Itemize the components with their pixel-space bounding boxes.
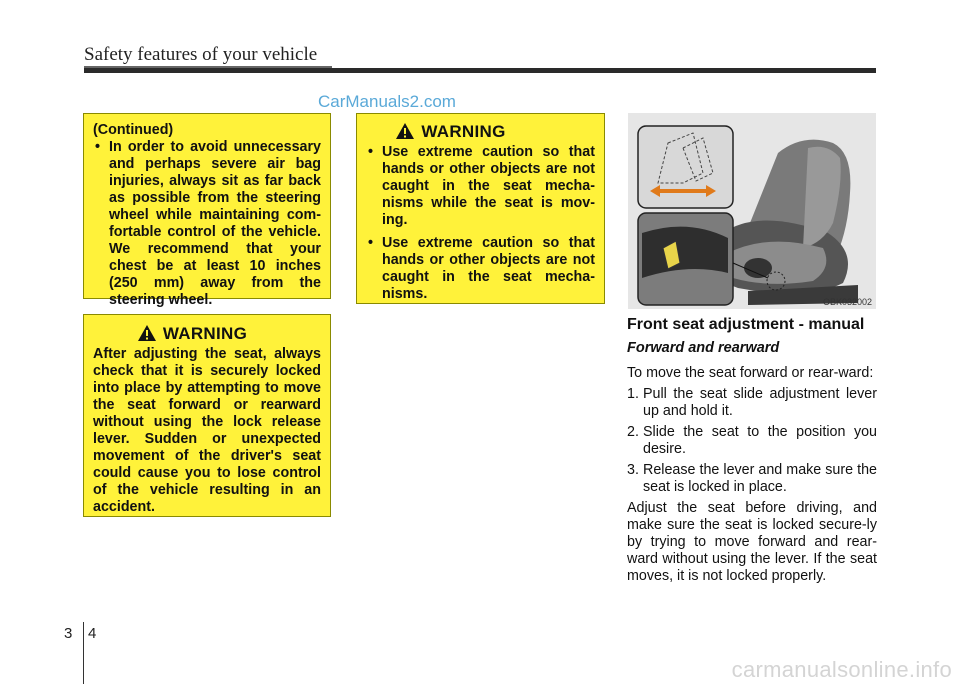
seat-illustration-art: [628, 113, 876, 309]
warning-title: WARNING: [162, 323, 248, 343]
warning-heading: [63, 324, 321, 342]
step-text: Pull the seat slide adjustment lever up and hold it.: [643, 386, 877, 419]
step-text: Release the lever and make sure the seat is locked in place.: [643, 462, 877, 495]
seat-adjustment-illustration: [628, 113, 876, 309]
step-item: [627, 386, 877, 420]
footer-watermark: carmanualsonline.info: [731, 657, 952, 682]
intro-text: To move the seat forward or rear-ward:: [627, 365, 874, 381]
section-subtitle: Forward and rearward: [627, 340, 780, 356]
warning-triangle-icon: [395, 122, 415, 140]
warning-bullet: • Use extreme caution so that hands or other objects are not caught in the seat mecha-nisms while the seat is mov-ing.: [366, 144, 595, 229]
header-rule: [84, 68, 876, 73]
footer-divider: [83, 622, 84, 684]
step-number: 2.: [627, 424, 639, 440]
warning-bullet: • Use extreme caution so that hands or other objects are not caught in the seat mecha-nisms.: [366, 235, 595, 303]
page-number: 4: [88, 625, 97, 642]
step-item: [627, 462, 877, 496]
continued-bullet: • In order to avoid unnecessary and perhaps severe air bag injuries, always sit as far back as possible from the steering wheel while maintaining com-fortable control of the vehicle. We recommend that your chest be at least 10 inches (250 mm) away from the steering wheel.: [93, 139, 321, 309]
figure-caption: OBK032002: [822, 297, 872, 307]
warning-heading: [306, 122, 595, 140]
watermark-link[interactable]: CarManuals2.com: [318, 92, 456, 111]
closing-text: Adjust the seat before driving, and make sure the seat is locked secure-ly by trying to move forward and rear-ward without using the lever. If the seat moves, it is not locked properly.: [627, 500, 877, 584]
chapter-number: 3: [64, 625, 73, 642]
step-number: 3.: [627, 462, 639, 478]
front-seat-section: [627, 316, 877, 599]
step-number: 1.: [627, 386, 639, 402]
step-text: Slide the seat to the position you desire.: [643, 424, 877, 457]
seat-lock-warning-box: [83, 314, 331, 517]
section-title: Front seat adjustment - manual: [627, 316, 865, 333]
seat-mechanism-warning-box: [356, 113, 605, 304]
warning-text: After adjusting the seat, always check that it is securely locked into place by attempting to move the seat forward or rearward without using the lock release lever. Sudden or unexpected movement of the driver's seat could cause you to lose control of the vehicle resulting in an accident.: [93, 346, 321, 515]
continued-warning-box: [83, 113, 331, 308]
step-item: [627, 424, 877, 458]
warning-triangle-icon: [137, 324, 157, 342]
page-header-title: Safety features of your vehicle: [84, 44, 318, 65]
warning-title: WARNING: [421, 121, 506, 141]
continued-label: (Continued): [93, 122, 174, 138]
